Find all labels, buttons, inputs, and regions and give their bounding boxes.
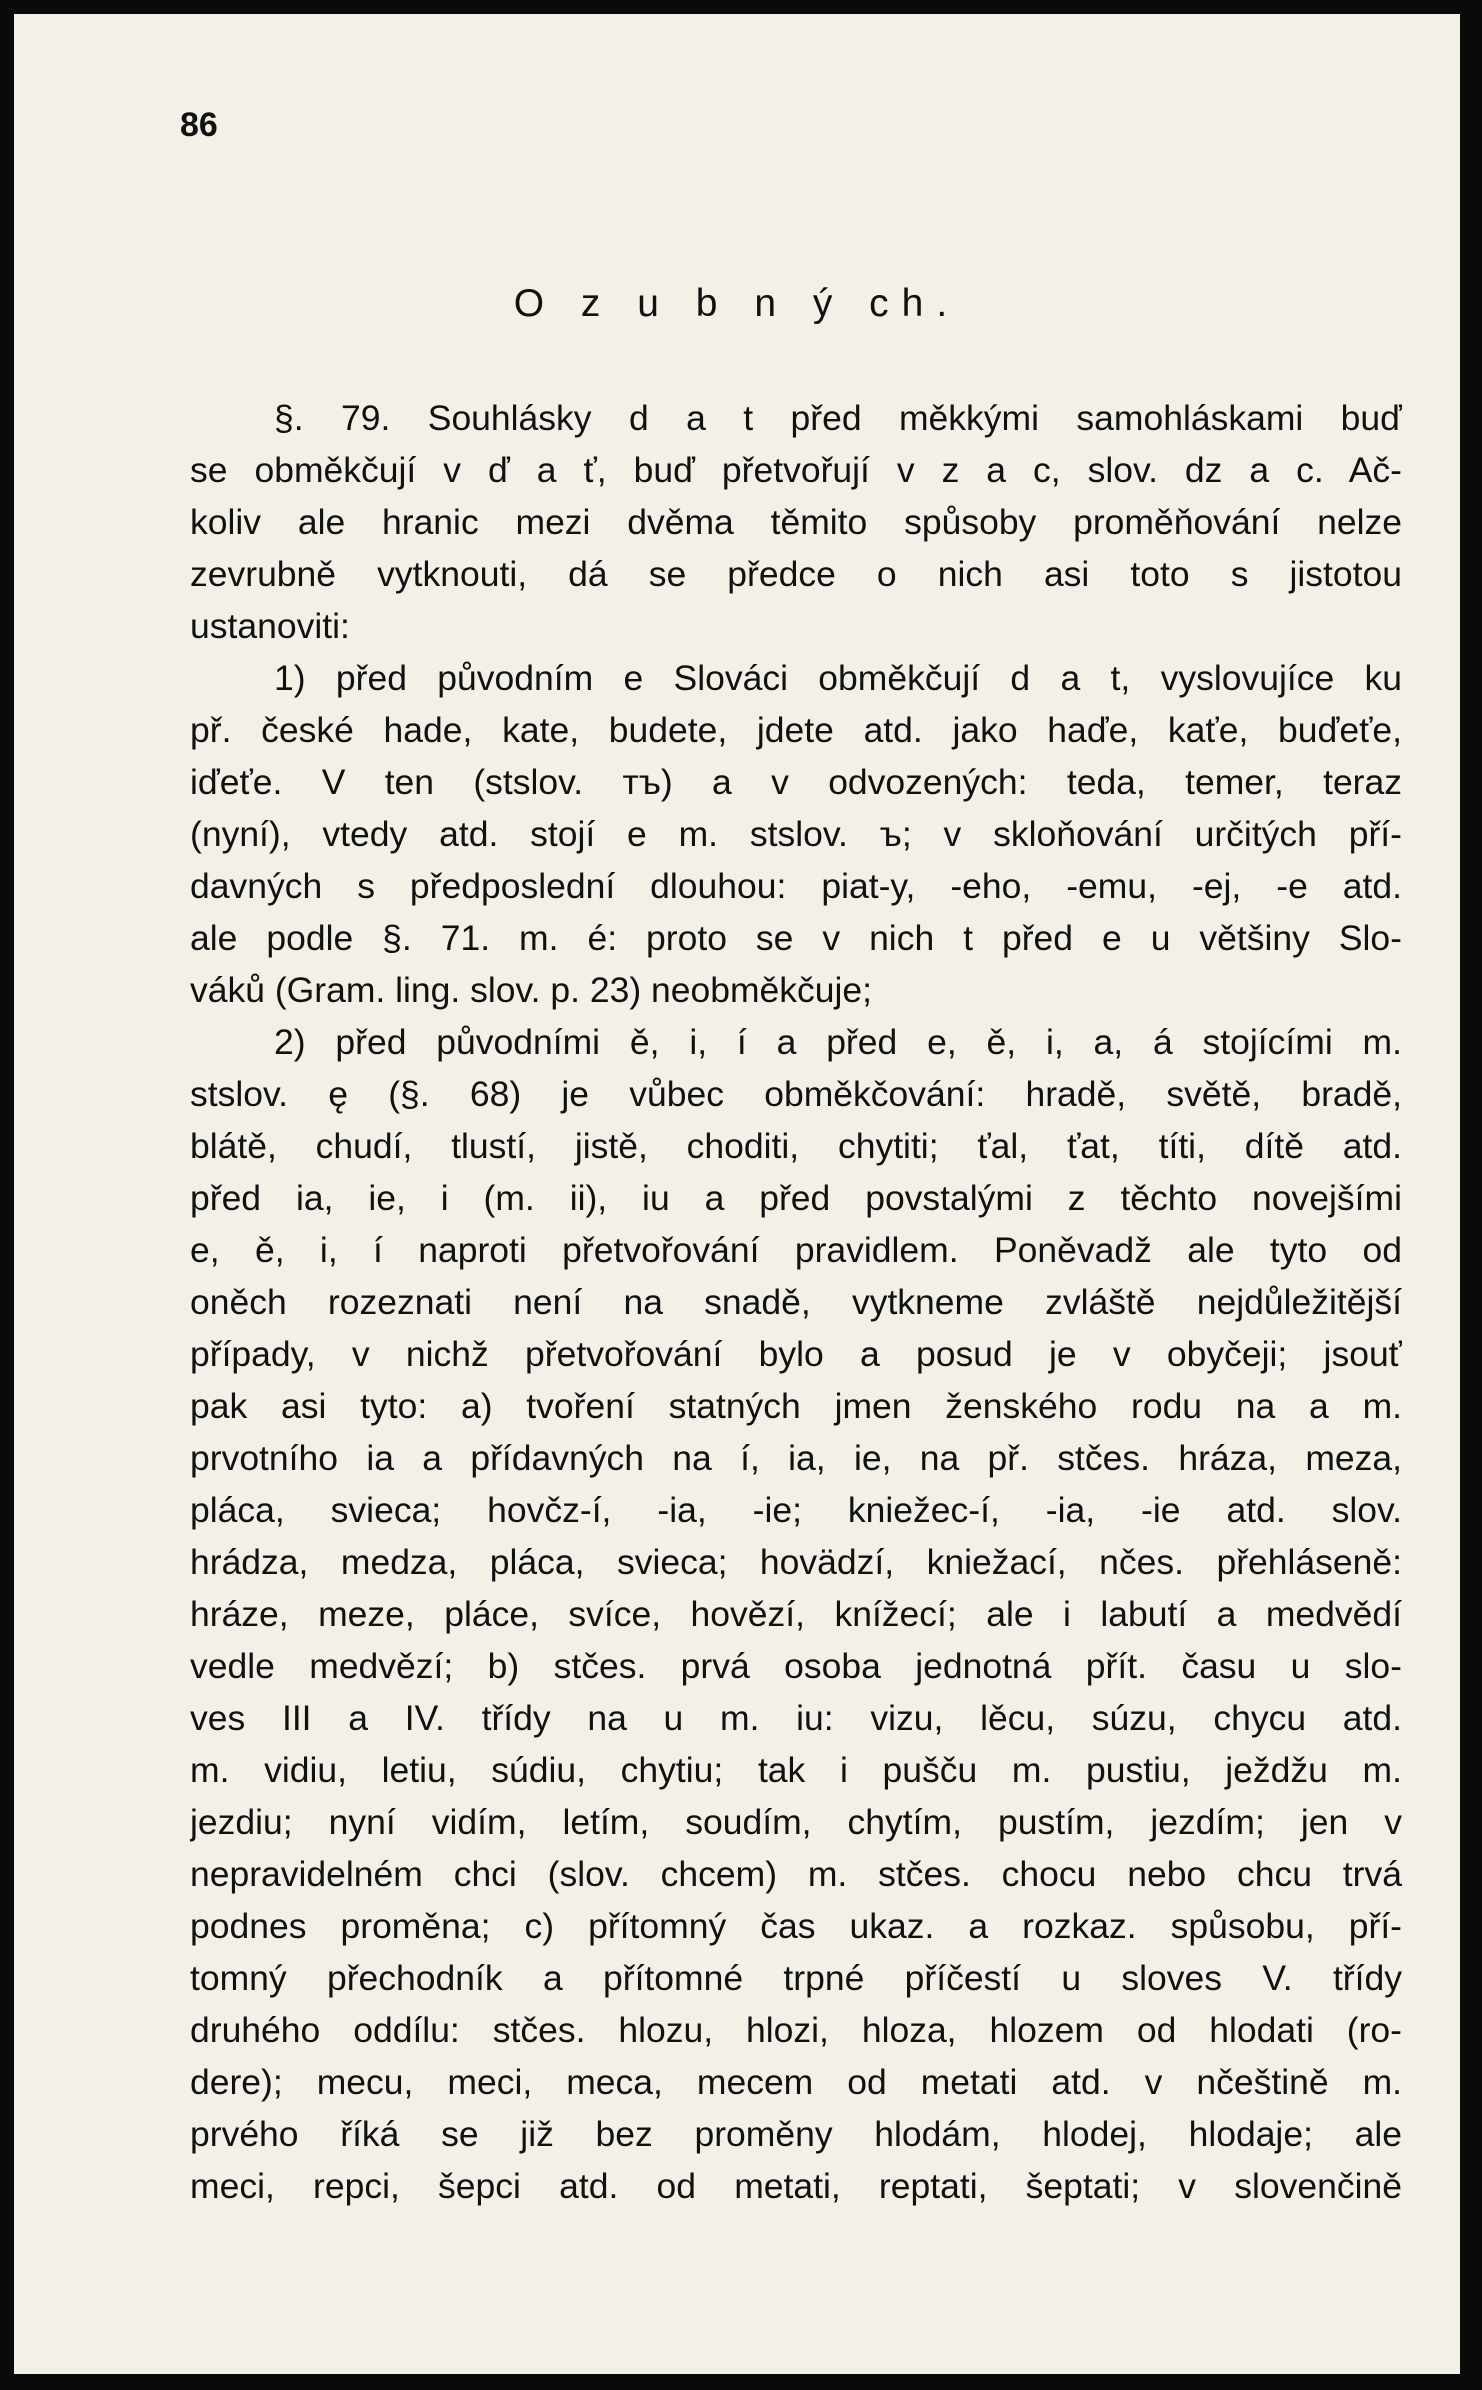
text-line: se obměkčují v ď a ť, buď přetvořují v z a c, slov. dz a c. Ač- [190,450,1402,490]
text-line: ustanoviti: [190,606,350,646]
text-line: prvého říká se již bez proměny hlodám, hlodej, hlodaje; ale [190,2114,1402,2154]
body-text [190,392,1402,2212]
text-line: zevrubně vytknouti, dá se předce o nich asi toto s jistotou [190,554,1402,594]
text-line: pláca, svieca; hovčz-í, -ia, -ie; kniežec-í, -ia, -ie atd. slov. [190,1490,1402,1530]
text-line: davných s předposlední dlouhou: piat-y, -eho, -emu, -ej, -e atd. [190,866,1402,906]
text-line: blátě, chudí, tlustí, jistě, choditi, chytiti; ťal, ťat, títi, dítě atd. [190,1126,1402,1166]
text-line: ves III a IV. třídy na u m. iu: vizu, lěcu, súzu, chycu atd. [190,1698,1402,1738]
book-page [14,14,1460,2374]
text-line: meci, repci, šepci atd. od metati, reptati, šeptati; v slovenčině [190,2166,1402,2206]
text-line: 1) před původním e Slováci obměkčují d a t, vyslovujíce ku [274,658,1402,698]
text-line: podnes proměna; c) přítomný čas ukaz. a rozkaz. spůsobu, pří- [190,1906,1402,1946]
text-line: prvotního ia a přídavných na í, ia, ie, na př. stčes. hráza, meza, [190,1438,1402,1478]
text-line: pak asi tyto: a) tvoření statných jmen ženského rodu na a m. [190,1386,1402,1426]
text-line: hrádza, medza, pláca, svieca; hovädzí, kniežací, nčes. přehláseně: [190,1542,1402,1582]
text-line: případy, v nichž přetvořování bylo a posud je v obyčeji; jsouť [190,1334,1402,1374]
text-line: koliv ale hranic mezi dvěma těmito spůsoby proměňování nelze [190,502,1402,542]
section-heading: O z u b n ý ch. [513,282,961,325]
text-line: jezdiu; nyní vidím, letím, soudím, chytím, pustím, jezdím; jen v [190,1802,1402,1842]
text-line: druhého oddílu: stčes. hlozu, hlozi, hloza, hlozem od hlodati (ro- [190,2010,1402,2050]
text-line: před ia, ie, i (m. ii), iu a před povstalými z těchto novejšími [190,1178,1402,1218]
text-line: 2) před původními ě, i, í a před e, ě, i, a, á stojícími m. [274,1022,1402,1062]
text-line: ale podle §. 71. m. é: proto se v nich t před e u většiny Slo- [190,918,1402,958]
text-line: e, ě, i, í naproti přetvořování pravidlem. Poněvadž ale tyto od [190,1230,1402,1270]
text-line: hráze, meze, pláce, svíce, hovězí, knížecí; ale i labutí a medvědí [190,1594,1402,1634]
text-line: váků (Gram. ling. slov. p. 23) neobměkčuje; [190,970,873,1010]
text-line: dere); mecu, meci, meca, mecem od metati atd. v nčeštině m. [190,2062,1402,2102]
text-line: tomný přechodník a přítomné trpné příčestí u sloves V. třídy [190,1958,1402,1998]
text-line: m. vidiu, letiu, súdiu, chytiu; tak i pušču m. pustiu, ježdžu m. [190,1750,1402,1790]
text-line: stslov. ę (§. 68) je vůbec obměkčování: hradě, světě, bradě, [190,1074,1402,1114]
text-line: př. české hade, kate, budete, jdete atd. jako haďe, kaťe, buďeťe, [190,710,1402,750]
text-line: §. 79. Souhlásky d a t před měkkými samohláskami buď [274,398,1402,438]
text-line: nepravidelném chci (slov. chcem) m. stčes. chocu nebo chcu trvá [190,1854,1402,1894]
text-line: oněch rozeznati není na snadě, vytkneme zvláště nejdůležitější [190,1282,1402,1322]
page-number: 86 [180,106,218,144]
text-line: (nyní), vtedy atd. stojí e m. stslov. ъ; v skloňování určitých pří- [190,814,1402,854]
text-line: vedle medvězí; b) stčes. prvá osoba jednotná přít. času u slo- [190,1646,1402,1686]
text-line: iďeťe. V ten (stslov. тъ) a v odvozených: teda, temer, teraz [190,762,1402,802]
